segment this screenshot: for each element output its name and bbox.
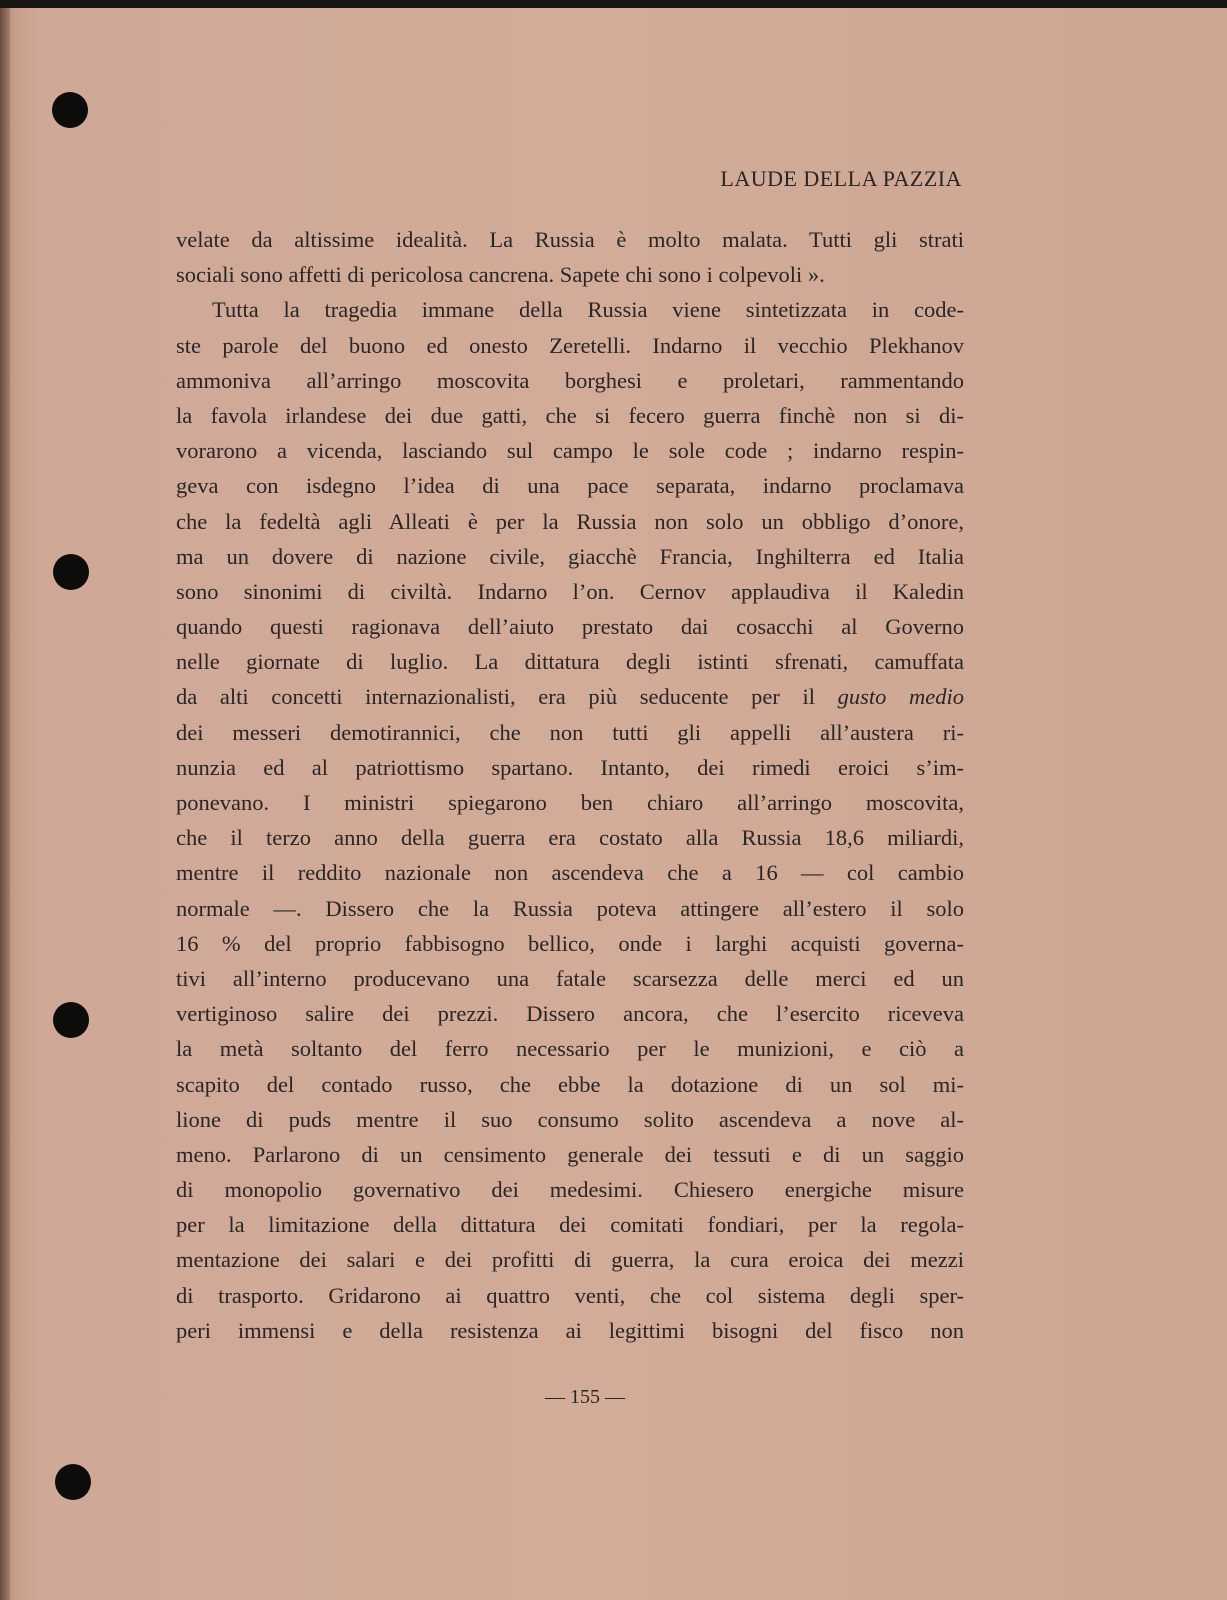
text-line-with-italic — [176, 679, 964, 714]
text-line: tivi all’interno producevano una fatale scarsezza delle merci ed un — [176, 965, 964, 991]
text-line: sociali sono affetti di pericolosa cancrena. Sapete chi sono i colpevoli ». — [176, 262, 825, 288]
text-line-indented: Tutta la tragedia immane della Russia viene sintetizzata in code- — [212, 297, 964, 323]
italic-phrase: gusto medio — [837, 684, 965, 710]
text-line: ammoniva all’arringo moscovita borghesi e proletari, rammentando — [176, 367, 964, 393]
text-line: vorarono a vicenda, lasciando sul campo le sole code ; indarno respin- — [176, 438, 964, 464]
text-line: normale —. Dissero che la Russia poteva attingere all’estero il solo — [176, 895, 964, 921]
text-line: ma un dovere di nazione civile, giacchè Francia, Inghilterra ed Italia — [176, 543, 964, 569]
body-text — [176, 222, 964, 1348]
text-line: velate da altissime idealità. La Russia è molto malata. Tutti gli strati — [176, 227, 964, 252]
punch-hole — [52, 92, 88, 128]
text-line: di monopolio governativo dei medesimi. Chiesero energiche misure — [176, 1177, 964, 1203]
text-line: ponevano. I ministri spiegarono ben chiaro all’arringo moscovita, — [176, 790, 964, 815]
text-line: peri immensi e della resistenza ai legittimi bisogni del fisco non — [176, 1317, 964, 1343]
text-line: nunzia ed al patriottismo spartano. Intanto, dei rimedi eroici s’im- — [176, 754, 964, 780]
text-segment: da alti concetti internazionalisti, era più seducente per il — [176, 684, 838, 710]
text-line: che il terzo anno della guerra era costato alla Russia 18,6 miliardi, — [176, 825, 964, 851]
text-line: la metà soltanto del ferro necessario per le munizioni, e ciò a — [176, 1036, 964, 1062]
text-line: di trasporto. Gridarono ai quattro venti, che col sistema degli sper- — [176, 1282, 964, 1308]
text-line: meno. Parlarono di un censimento generale dei tessuti e di un saggio — [176, 1141, 964, 1167]
text-line: 16 % del proprio fabbisogno bellico, onde i larghi acquisti governa- — [176, 930, 964, 956]
text-line: vertiginoso salire dei prezzi. Dissero ancora, che l’esercito riceveva — [176, 1001, 964, 1027]
text-line: per la limitazione della dittatura dei comitati fondiari, per la regola- — [176, 1212, 964, 1238]
punch-hole — [55, 1464, 91, 1500]
text-line: dei messeri demotirannici, che non tutti gli appelli all’austera ri- — [176, 719, 964, 745]
text-line: ste parole del buono ed onesto Zeretelli. Indarno il vecchio Plekhanov — [176, 332, 964, 358]
text-line: nelle giornate di luglio. La dittatura degli istinti sfrenati, camuffata — [176, 649, 964, 675]
text-line: la favola irlandese dei due gatti, che si fecero guerra finchè non si di- — [176, 402, 964, 428]
text-line: che la fedeltà agli Alleati è per la Russia non solo un obbligo d’onore, — [176, 508, 964, 534]
text-line: quando questi ragionava dell’aiuto prestato dai cosacchi al Governo — [176, 614, 964, 640]
text-line: mentre il reddito nazionale non ascendeva che a 16 — col cambio — [176, 860, 964, 886]
book-page — [0, 8, 1227, 1600]
punch-hole — [53, 554, 89, 590]
page-number: — 155 — — [545, 1386, 625, 1408]
text-line: mentazione dei salari e dei profitti di guerra, la cura eroica dei mezzi — [176, 1247, 964, 1273]
punch-hole — [53, 1002, 89, 1038]
text-line: geva con isdegno l’idea di una pace separata, indarno proclamava — [176, 473, 964, 499]
text-line: scapito del contado russo, che ebbe la dotazione di un sol mi- — [176, 1071, 964, 1097]
text-line: sono sinonimi di civiltà. Indarno l’on. Cernov applaudiva il Kaledin — [176, 578, 964, 604]
running-title: LAUDE DELLA PAZZIA — [720, 166, 962, 191]
page-edge-shadow — [0, 8, 10, 1600]
text-line: lione di puds mentre il suo consumo solito ascendeva a nove al- — [176, 1106, 964, 1132]
